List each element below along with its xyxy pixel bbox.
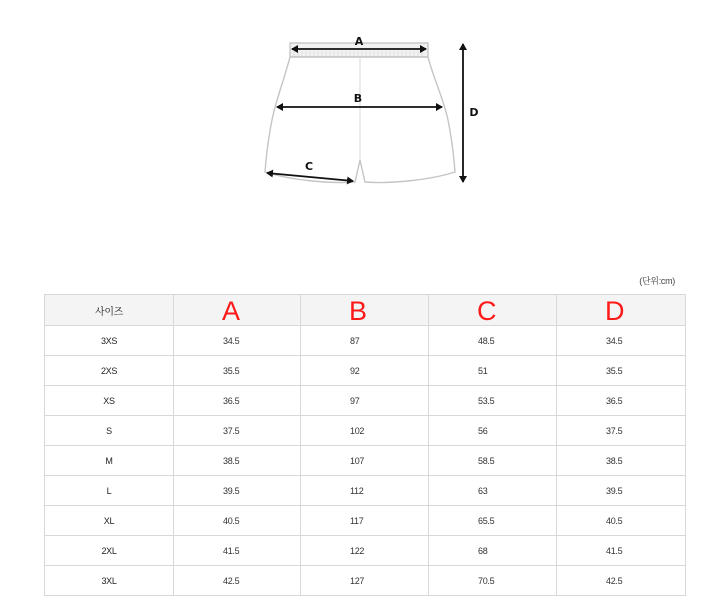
value-b-cell: 117 [301, 506, 429, 536]
size-chart-table [44, 294, 686, 596]
value-b-cell: 107 [301, 446, 429, 476]
measure-c-label: C [304, 160, 314, 173]
measure-b-label: B [353, 92, 363, 105]
column-header-c [429, 295, 557, 326]
value-d-cell: 36.5 [557, 386, 686, 416]
value-a-cell: 38.5 [174, 446, 301, 476]
value-c-cell: 56 [429, 416, 557, 446]
column-header-a-label: A [222, 296, 240, 326]
size-cell: 3XS [45, 326, 174, 356]
value-b-cell: 127 [301, 566, 429, 596]
value-d-cell: 42.5 [557, 566, 686, 596]
value-b-cell: 87 [301, 326, 429, 356]
value-a-cell: 41.5 [174, 536, 301, 566]
size-cell: L [45, 476, 174, 506]
value-d-cell: 41.5 [557, 536, 686, 566]
value-a-cell: 34.5 [174, 326, 301, 356]
table-row [45, 356, 686, 386]
table-row [45, 566, 686, 596]
table-row [45, 326, 686, 356]
column-header-b-label: B [349, 296, 367, 326]
value-c-cell: 53.5 [429, 386, 557, 416]
value-d-cell: 38.5 [557, 446, 686, 476]
table-row [45, 476, 686, 506]
value-c-cell: 65.5 [429, 506, 557, 536]
value-b-cell: 92 [301, 356, 429, 386]
size-cell: M [45, 446, 174, 476]
value-d-cell: 40.5 [557, 506, 686, 536]
table-row [45, 416, 686, 446]
column-header-c-label: C [477, 296, 497, 326]
value-d-cell: 37.5 [557, 416, 686, 446]
shorts-illustration [0, 0, 701, 250]
column-header-a [174, 295, 301, 326]
table-row [45, 506, 686, 536]
value-a-cell: 42.5 [174, 566, 301, 596]
column-header-d-label: D [605, 296, 625, 326]
shorts-measurement-diagram [0, 0, 701, 250]
size-cell: 2XS [45, 356, 174, 386]
value-a-cell: 36.5 [174, 386, 301, 416]
value-c-cell: 51 [429, 356, 557, 386]
value-c-cell: 48.5 [429, 326, 557, 356]
size-column-header: 사이즈 [45, 295, 174, 326]
value-c-cell: 70.5 [429, 566, 557, 596]
column-header-b [301, 295, 429, 326]
value-c-cell: 58.5 [429, 446, 557, 476]
size-cell: 3XL [45, 566, 174, 596]
size-cell: S [45, 416, 174, 446]
value-a-cell: 37.5 [174, 416, 301, 446]
value-d-cell: 39.5 [557, 476, 686, 506]
value-a-cell: 40.5 [174, 506, 301, 536]
value-b-cell: 97 [301, 386, 429, 416]
table-row [45, 536, 686, 566]
value-b-cell: 122 [301, 536, 429, 566]
size-cell: XS [45, 386, 174, 416]
value-c-cell: 68 [429, 536, 557, 566]
size-cell: 2XL [45, 536, 174, 566]
value-c-cell: 63 [429, 476, 557, 506]
value-b-cell: 102 [301, 416, 429, 446]
measure-d-label: D [469, 106, 479, 119]
value-d-cell: 35.5 [557, 356, 686, 386]
value-b-cell: 112 [301, 476, 429, 506]
value-a-cell: 35.5 [174, 356, 301, 386]
value-a-cell: 39.5 [174, 476, 301, 506]
column-header-d [557, 295, 686, 326]
table-row [45, 386, 686, 416]
table-row [45, 446, 686, 476]
value-d-cell: 34.5 [557, 326, 686, 356]
measure-a-label: A [354, 35, 364, 48]
size-cell: XL [45, 506, 174, 536]
unit-note: (단위:cm) [639, 276, 675, 286]
header-row [45, 295, 686, 326]
